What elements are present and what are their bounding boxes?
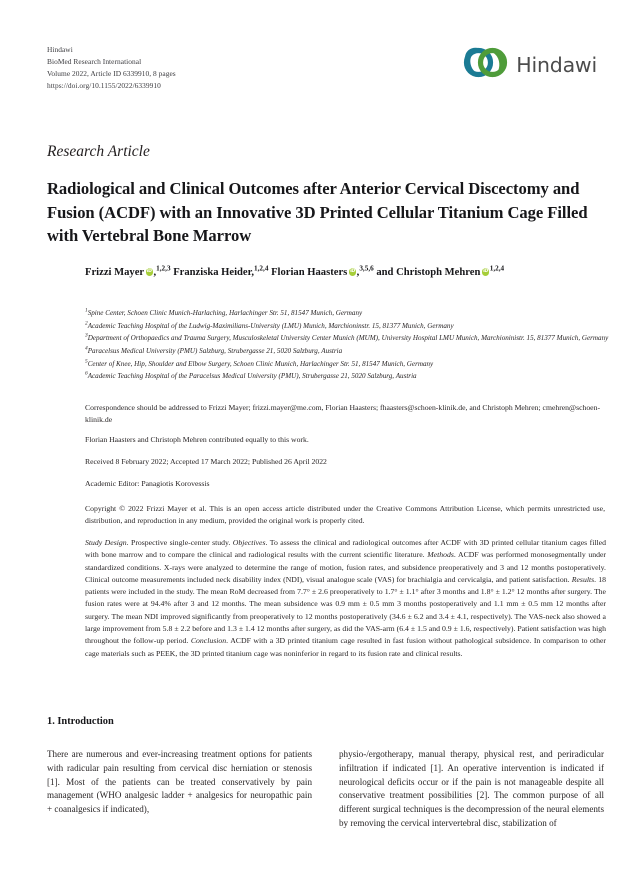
copyright-note: Copyright © 2022 Frizzi Mayer et al. This is an open access article distributed under the Creative Commons Attribution License, which permits unrestricted use, distribution, and reproduction in any medium, provided the original work is properly cited.: [85, 504, 605, 526]
affiliation-text: Academic Teaching Hospital of the Ludwig-Maximilians-University (LMU) Munich, Marchioninstr. 15, 81377 Munich, Germany: [87, 321, 454, 330]
publisher-name: Hindawi: [47, 45, 73, 54]
hindawi-wordmark: Hindawi: [516, 52, 597, 77]
abstract-run-in-heading: Methods: [427, 550, 454, 560]
author-affiliation-marker: 1,2,4: [254, 264, 269, 273]
affiliation-text: Spine Center, Schoen Clinic Munich-Harlaching, Harlachinger Str. 51, 81547 Munich, Germany: [87, 309, 363, 317]
correspondence-note: Correspondence should be addressed to Frizzi Mayer; frizzi.mayer@me.com, Florian Haasters; fhaasters@schoen-klinik.de, and Christoph Mehren; cmehren@schoen-klinik.de: [85, 403, 601, 425]
doi-link[interactable]: https://doi.org/10.1155/2022/6339910: [47, 80, 161, 90]
body-column-left: [47, 748, 312, 831]
journal-name: BioMed Research International: [47, 56, 142, 66]
abstract-text: . ACDF with a 3D printed titanium cage resulted in fast fusion without pathological subsidence. In comparison to other cage materials such as PEEK, the 3D printed titanium cage was noninferior in regard to its fusion rate and clinical results.: [85, 636, 606, 658]
hindawi-rings-icon: [463, 46, 509, 83]
page-title: Radiological and Clinical Outcomes after Anterior Cervical Discectomy and Fusion (ACDF) with an Innovative 3D Printed Cellular Titanium Cage Filled with Vertebral Bone Marrow: [47, 179, 588, 245]
affiliation-item: [85, 370, 610, 383]
abstract-text: . To assess the clinical and radiological outcomes after ACDF with 3D printed cellular titanium cages filled with bone marrow and to compare the clinical and radiological results with the current scientific literature.: [85, 538, 606, 560]
orcid-icon[interactable]: [349, 268, 356, 275]
affiliation-number: 5: [85, 358, 88, 365]
journal-identification: [47, 44, 176, 92]
author-affiliation-marker: 1,2,4: [489, 264, 505, 273]
orcid-icon[interactable]: [146, 268, 153, 275]
affiliation-item: [85, 345, 610, 358]
hindawi-logo: [463, 46, 597, 83]
intro-paragraph-right: physio-/ergotherapy, manual therapy, physical rest, and periradicular infiltration if indicated [1]. An operative intervention is indicated if neurological deficits occur or if the pain is not manageable despite all conservative treatment possibilities [2]. The common purpose of all different surgical techniques is the decompression of the neural elements by removing the cervical intervertebral disc, stabilization of: [339, 749, 604, 829]
abstract: [85, 537, 606, 660]
affiliation-item: [85, 307, 610, 320]
abstract-run-in-heading: Study Design: [85, 538, 127, 547]
body-column-right: [339, 748, 604, 831]
article-type-label: Research Article: [47, 143, 150, 160]
volume-article-line: Volume 2022, Article ID 6339910, 8 pages: [47, 68, 176, 78]
author-name: Frizzi Mayer: [85, 267, 145, 278]
affiliation-number: 3: [85, 332, 88, 339]
abstract-text: . ACDF was performed monosegmentally under standardized conditions. X-rays were analyzed to determine the range of motion, fusion rates, and subsidence preoperatively and 3 and 12 months postoperatively. Clinical outcome measurements included neck disability index (NDI), visual analogue scale (VAS) for brachialgia and cervicalgia, and patient satisfaction.: [85, 550, 606, 584]
affiliation-number: 1: [85, 307, 88, 314]
affiliation-number: 2: [85, 320, 88, 327]
abstract-text: . 18 patients were included in the study. The mean RoM decreased from 7.7° ± 2.6 preoperatively to 1.7° ± 1.1° after 3 months and 1.8° ± 1.2° 12 months after surgery. The fusion rates were at 94.4% after 3 and 12 months. The mean subsidence was 0.9 mm ± 0.5 mm 3 months postoperatively and 1.1 mm ± 0.5 mm 12 months after surgery. The mean NDI improved significantly from preoperatively to 12 months postoperatively (34.6 ± 6.2 and 3.4 ± 4.1, respectively). The VAS-neck also showed a large improvement from 5.8 ± 2.2 before and 1.3 ± 1.4 12 months after surgery, as did the VAS-arm (6.4 ± 1.5 and 0.9 ± 1.6, respectively). Patient satisfaction was high throughout the follow-up period.: [85, 574, 606, 646]
author-affiliation-marker: 1,2,3: [156, 264, 171, 273]
author-entry: Franziska Heider,$^{1,2,4}$: [173, 264, 269, 278]
affiliation-item: [85, 320, 610, 333]
academic-editor: Academic Editor: Panagiotis Korovessis: [85, 479, 210, 488]
orcid-icon[interactable]: [482, 268, 489, 275]
author-list: [85, 265, 605, 281]
affiliation-item: [85, 332, 610, 345]
masthead: [47, 44, 597, 92]
author-entry: Frizzi Mayer iD ,$^{1,2,3}$: [85, 267, 171, 278]
abstract-run-in-heading: Results: [571, 574, 595, 584]
affiliation-list: [85, 307, 610, 383]
abstract-run-in-heading: Objectives: [232, 538, 266, 547]
abstract-run-in-heading: Conclusion: [190, 636, 227, 646]
author-entry: Florian Haasters iD ,$^{3,5,6}$: [271, 267, 374, 278]
abstract-text: . Prospective single-center study.: [126, 538, 233, 547]
affiliation-text: Academic Teaching Hospital of the Paracelsus Medical University (PMU), Strubergasse 21, 5020 Salzburg, Austria: [87, 372, 417, 381]
affiliation-text: Paracelsus Medical University (PMU) Salzburg, Strubergasse 21, 5020 Salzburg, Austria: [87, 346, 343, 355]
author-name: Florian Haasters: [271, 267, 348, 278]
body-columns: [47, 748, 605, 831]
affiliation-text: Department of Orthopaedics and Trauma Surgery, Musculoskeletal University Center Munich (MUM), University Hospital LMU Munich, Marchioninistr. 15, 81377 Munich, Germany: [87, 334, 609, 343]
section-heading-introduction: 1. Introduction: [47, 716, 114, 727]
author-entry: [376, 264, 505, 278]
author-name: and Christoph Mehren: [376, 267, 481, 278]
affiliation-text: Center of Knee, Hip, Shoulder and Elbow Surgery, Schoen Clinic Munich, Harlachinger Str. 51, 81547 Munich, Germany: [87, 359, 434, 368]
intro-paragraph-left: There are numerous and ever-increasing treatment options for patients with radicular pain resulting from cervical disc herniation or stenosis [1]. Most of the patients can be treated conservatively by pain management (WHO analgesic ladder + analgesics for neuropathic pain + coanalgesics if indicated),: [47, 749, 312, 815]
affiliation-number: 6: [85, 370, 88, 377]
affiliation-number: 4: [85, 345, 88, 352]
equal-contribution-note: Florian Haasters and Christoph Mehren contributed equally to this work.: [85, 435, 309, 444]
author-affiliation-marker: 3,5,6: [359, 264, 374, 273]
publication-dates: Received 8 February 2022; Accepted 17 March 2022; Published 26 April 2022: [85, 457, 327, 466]
affiliation-item: [85, 358, 610, 371]
author-name: Franziska Heider: [173, 267, 252, 278]
